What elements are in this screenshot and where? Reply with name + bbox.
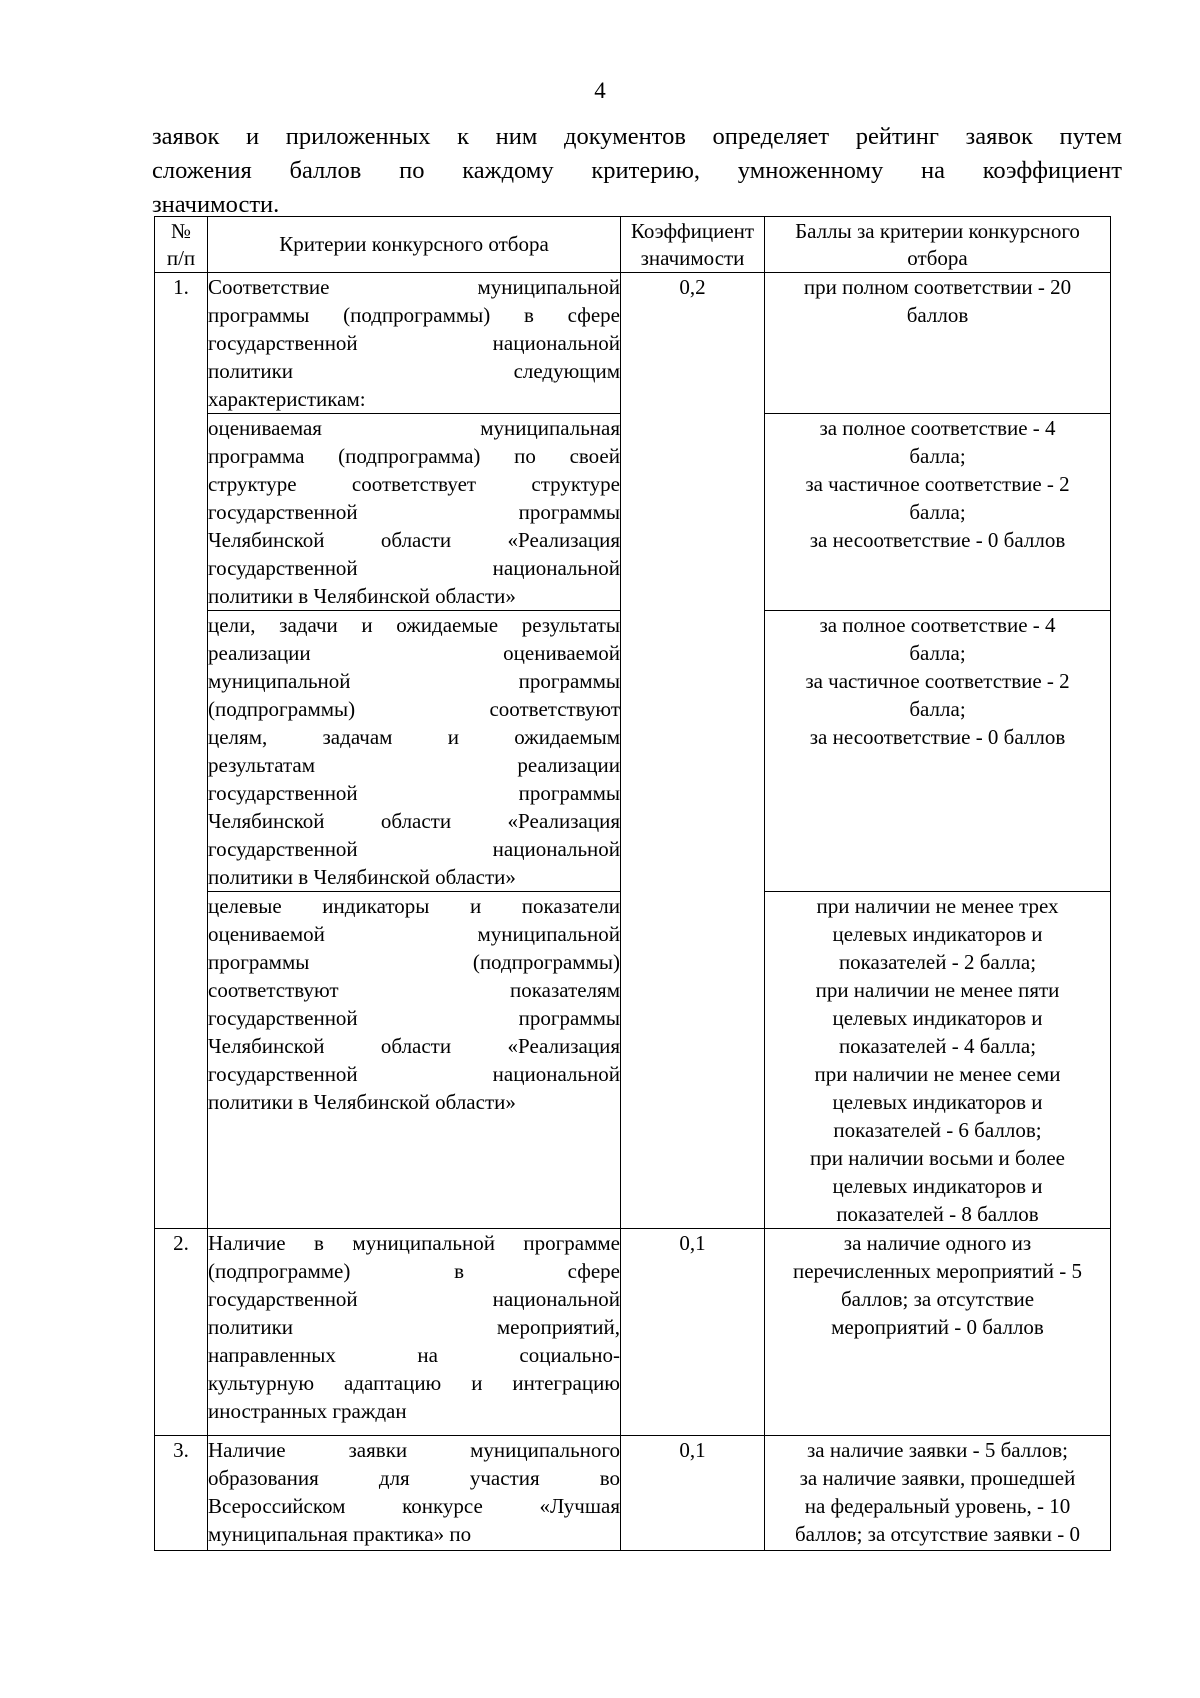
points-cell: [765, 273, 1111, 414]
points-line: показателей - 4 балла;: [838, 1034, 1037, 1058]
points-line: на федеральный уровень, - 10: [804, 1494, 1071, 1518]
criteria-line: целевые индикаторы и показатели: [208, 894, 620, 918]
criteria-line: муниципальная практика» по: [208, 1522, 472, 1546]
table-row: [155, 273, 1111, 414]
criteria-line: направленных на социально-: [208, 1343, 620, 1367]
criteria-table: [154, 216, 1111, 1551]
criteria-cell: [208, 1436, 621, 1551]
criteria-line: реализации оцениваемой: [208, 641, 620, 665]
criteria-line: политики в Челябинской области»: [208, 865, 516, 889]
coefficient-cell: 0,1: [621, 1436, 765, 1551]
criteria-line: соответствуют показателям: [208, 978, 620, 1002]
criteria-line: государственной программы: [208, 1006, 620, 1030]
criteria-line: оцениваемой муниципальной: [208, 922, 620, 946]
points-line: балла;: [909, 500, 966, 524]
points-line: за несоответствие - 0 баллов: [809, 725, 1066, 749]
criteria-line: оцениваемая муниципальная: [208, 416, 620, 440]
criteria-line: результатам реализации: [208, 753, 620, 777]
criteria-line: Челябинской области «Реализация: [208, 809, 620, 833]
points-line: за полное соответствие - 4: [819, 416, 1056, 440]
points-line: при наличии восьми и более: [810, 1146, 1065, 1170]
row-number: 1.: [155, 273, 208, 414]
points-line: мероприятий - 0 баллов: [831, 1315, 1044, 1339]
table-header-row: [155, 217, 1111, 273]
points-line: за полное соответствие - 4: [819, 613, 1056, 637]
criteria-line: политики следующим: [208, 359, 620, 383]
header-num: № п/п: [155, 217, 208, 273]
points-line: за наличие заявки - 5 баллов;: [807, 1438, 1068, 1462]
points-line: за наличие заявки, прошедшей: [799, 1466, 1076, 1490]
table-row: [155, 1436, 1111, 1551]
page-number: 4: [594, 78, 606, 103]
header-coefficient: Коэффициент значимости: [621, 217, 765, 273]
criteria-line: государственной национальной: [208, 1062, 620, 1086]
points-line: балла;: [909, 641, 966, 665]
criteria-line: Наличие заявки муниципального: [208, 1438, 620, 1462]
criteria-line: политики в Челябинской области»: [208, 584, 516, 608]
intro-paragraph: [152, 120, 1122, 222]
criteria-line: Соответствие муниципальной: [208, 275, 620, 299]
criteria-cell: [208, 1229, 621, 1436]
header-points: Баллы за критерии конкурсного отбора: [765, 217, 1111, 273]
row-number: 2.: [155, 1229, 208, 1436]
header-criteria: Критерии конкурсного отбора: [208, 217, 621, 273]
table-row: [155, 1229, 1111, 1436]
points-line: за частичное соответствие - 2: [805, 472, 1070, 496]
coefficient-cell: 0,2: [621, 273, 765, 414]
points-line: показателей - 6 баллов;: [833, 1118, 1042, 1142]
criteria-line: культурную адаптацию и интеграцию: [208, 1371, 620, 1395]
criteria-line: муниципальной программы: [208, 669, 620, 693]
criteria-line: (подпрограмме) в сфере: [208, 1259, 620, 1283]
points-cell: [765, 892, 1111, 1229]
criteria-line: иностранных граждан: [208, 1399, 407, 1423]
criteria-line: Наличие в муниципальной программе: [208, 1231, 620, 1255]
criteria-line: структуре соответствует структуре: [208, 472, 620, 496]
points-line: за наличие одного из: [843, 1231, 1032, 1255]
points-cell: [765, 611, 1111, 892]
criteria-line: Челябинской области «Реализация: [208, 1034, 620, 1058]
points-line: целевых индикаторов и: [832, 1090, 1043, 1114]
criteria-line: программы (подпрограммы) в сфере: [208, 303, 620, 327]
points-line: за несоответствие - 0 баллов: [809, 528, 1066, 552]
intro-line: заявок и приложенных к ним документов определяет рейтинг заявок путем: [152, 123, 1122, 150]
coefficient-cell: 0,1: [621, 1229, 765, 1436]
intro-line: сложения баллов по каждому критерию, умноженному на коэффициент: [152, 157, 1122, 184]
points-line: при наличии не менее трех: [816, 894, 1059, 918]
table-row: [155, 414, 1111, 611]
criteria-line: Челябинской области «Реализация: [208, 528, 620, 552]
criteria-line: государственной программы: [208, 781, 620, 805]
intro-line: значимости.: [152, 191, 280, 218]
points-line: за частичное соответствие - 2: [805, 669, 1070, 693]
points-cell: [765, 1436, 1111, 1551]
criteria-cell: [208, 273, 621, 414]
points-line: перечисленных мероприятий - 5: [792, 1259, 1082, 1283]
criteria-cell: [208, 414, 621, 611]
criteria-line: политики в Челябинской области»: [208, 1090, 516, 1114]
criteria-line: государственной национальной: [208, 556, 620, 580]
criteria-cell: [208, 892, 621, 1229]
criteria-cell: [208, 611, 621, 892]
points-line: при наличии не менее пяти: [815, 978, 1060, 1002]
criteria-line: (подпрограммы) соответствуют: [208, 697, 620, 721]
points-line: целевых индикаторов и: [832, 1006, 1043, 1030]
points-line: показателей - 8 баллов: [836, 1202, 1039, 1226]
criteria-line: целям, задачам и ожидаемым: [208, 725, 620, 749]
points-line: баллов: [906, 303, 969, 327]
points-cell: [765, 1229, 1111, 1436]
criteria-line: образования для участия во: [208, 1466, 620, 1490]
points-line: показателей - 2 балла;: [838, 950, 1037, 974]
criteria-line: программы (подпрограммы): [208, 950, 620, 974]
points-line: балла;: [909, 697, 966, 721]
criteria-line: цели, задачи и ожидаемые результаты: [208, 613, 620, 637]
points-line: при полном соответствии - 20: [803, 275, 1072, 299]
points-line: балла;: [909, 444, 966, 468]
criteria-line: Всероссийском конкурсе «Лучшая: [208, 1494, 620, 1518]
points-cell: [765, 414, 1111, 611]
criteria-line: государственной национальной: [208, 1287, 620, 1311]
criteria-line: программа (подпрограмма) по своей: [208, 444, 620, 468]
points-line: целевых индикаторов и: [832, 1174, 1043, 1198]
criteria-line: государственной национальной: [208, 331, 620, 355]
table-row: [155, 892, 1111, 1229]
points-line: баллов; за отсутствие заявки - 0: [795, 1522, 1080, 1546]
criteria-line: государственной программы: [208, 500, 620, 524]
criteria-line: политики мероприятий,: [208, 1315, 620, 1339]
criteria-line: характеристикам:: [208, 387, 366, 411]
criteria-line: государственной национальной: [208, 837, 620, 861]
row-number: 3.: [155, 1436, 208, 1551]
points-line: при наличии не менее семи: [814, 1062, 1061, 1086]
points-line: целевых индикаторов и: [832, 922, 1043, 946]
points-line: баллов; за отсутствие: [840, 1287, 1035, 1311]
table-row: [155, 611, 1111, 892]
